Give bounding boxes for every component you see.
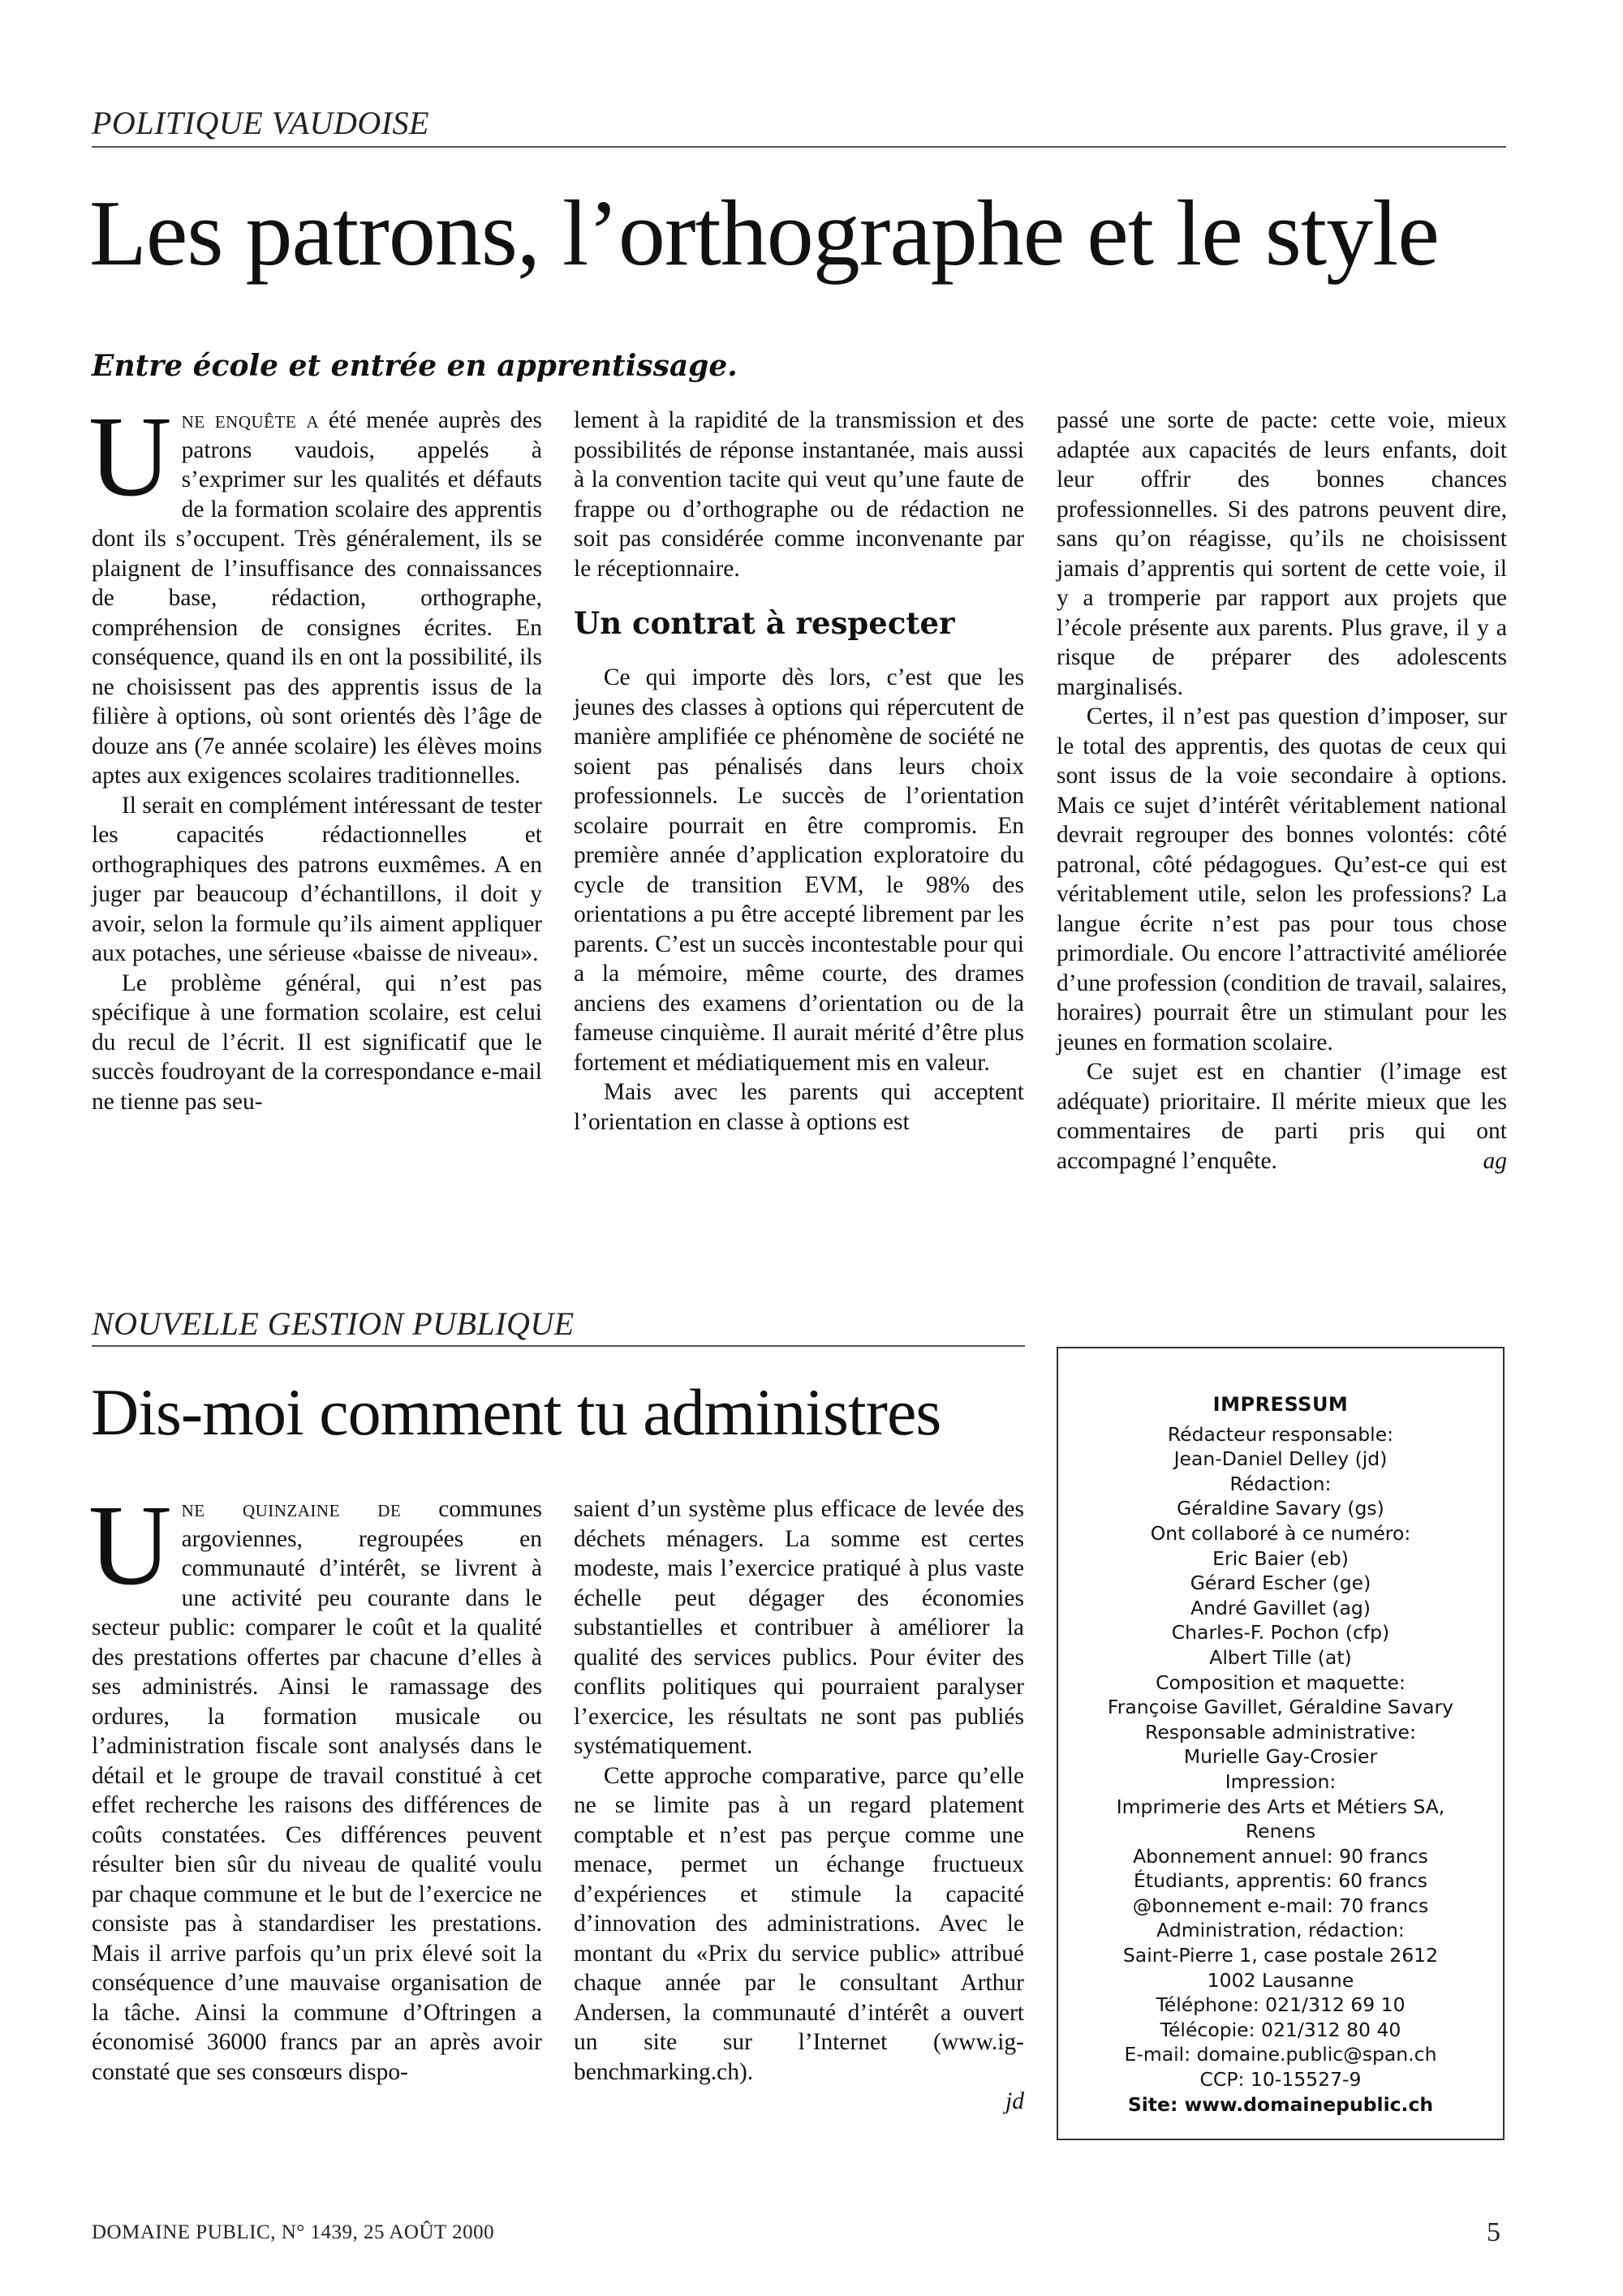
impressum-line: Murielle Gay-Crosier [1183,1745,1378,1769]
impressum-line: E-mail: domaine.public@span.ch [1124,2043,1437,2066]
impressum-line: Saint-Pierre 1, case postale 2612 [1122,1944,1439,1967]
impressum-line: Impression: [1225,1769,1337,1793]
impressum-line: Ont collaboré à ce numéro: [1150,1521,1411,1545]
impressum-line: CCP: 10-15527-9 [1199,2068,1362,2092]
impressum-box [1057,1347,1505,2140]
impressum-line: Rédacteur responsable: [1167,1422,1394,1446]
section-kicker: NOUVELLE GESTION PUBLIQUE [92,1305,575,1342]
impressum-line: 1002 Lausanne [1207,1968,1354,1992]
impressum-line: Rédaction: [1229,1472,1332,1495]
impressum-line: @bonnement e-mail: 70 francs [1132,1894,1429,1917]
paragraph: Le problème général, qui n’est pas spécifique à une formation scolaire, est celui du recul de l’écrit. Il est significatif que le succès foudroyant de la correspondance e-mail ne tienne pas seu- [92,970,542,1115]
impressum-line: Téléphone: 021/312 69 10 [1156,1993,1406,2017]
impressum-line: Françoise Gavillet, Géraldine Savary [1107,1696,1454,1719]
impressum-line: Géraldine Savary (gs) [1177,1497,1384,1520]
page-number: 5 [1487,2217,1500,2247]
impressum-line: Imprimerie des Arts et Métiers SA, [1116,1795,1445,1818]
paragraph: lement à la rapidité de la transmission et des possibilités de réponse instantanée, mais aussi à la convention tacite qui veut qu’une faute de frappe ou d’orthographe ou de rédaction ne soit pas considérée comme inconvenante par le réceptionnaire. [574,407,1024,582]
paragraph-text: Ce sujet est en chantier (l’image est adéquate) prioritaire. Il mérite mieux que les commentaires de parti pris qui ont accompagné l’enquête. [1057,1059,1507,1174]
article-column-1 [88,1481,542,2087]
impressum-line: Eric Baier (eb) [1212,1546,1349,1570]
author-signature: jd [1005,2088,1024,2114]
article-subhead: Un contrat à respecter [574,605,955,641]
footer-publication: DOMAINE PUBLIC, N° 1439, 25 AOÛT 2000 [92,2221,495,2243]
paragraph: Cette approche comparative, parce qu’elle ne se limite pas à un regard platement comptable et n’est pas perçue comme une menace, permet un échange fructueux d’expériences et stimule la capacité d’innovation des administrations. Avec le montant du «Prix du service public» attribué chaque année par le consultant Arthur Andersen, la communauté d’intérêt a ouvert un site sur l’Internet (www.ig-benchmarking.ch). [574,1762,1024,2085]
impressum-line: Abonnement annuel: 90 francs [1133,1844,1428,1868]
impressum-line: Albert Tille (at) [1209,1645,1352,1669]
impressum-line: Étudiants, apprentis: 60 francs [1134,1869,1427,1893]
article-headline: Les patrons, l’orthographe et le style [89,182,1439,286]
impressum-line: Administration, rédaction: [1156,1919,1405,1942]
article-column-2 [574,1494,1024,2117]
author-signature: ag [1483,1147,1507,1174]
article-column-3 [1057,406,1507,1176]
impressum-title: IMPRESSUM [1212,1393,1349,1416]
paragraph [1057,1057,1507,1176]
paragraph: Ce qui importe dès lors, c’est que les jeunes des classes à options qui répercutent de manière amplifiée ce phénomène de société ne soient pas pénalisés dans leurs choix professionnels. Le succès de l’orientation scolaire pourrait en être compromis. En première année d’application exploratoire du cycle de transition EVM, le 98% des orientations a pu être accepté librement par les parents. C’est un succès incontestable pour qui a la mémoire, même courte, des drames anciens des examens d’orientation ou de la fameuse cinquième. Il aurait mérité d’être plus fortement et médiatiquement mis en valeur. [574,664,1024,1076]
impressum-line: Charles-F. Pochon (cfp) [1171,1621,1390,1645]
paragraph: passé une sorte de pacte: cette voie, mieux adaptée aux capacités de leurs enfants, doit leur offrir des bonnes chances professionnelles. Si des patrons peuvent dire, sans qu’on réagisse, qu’ils ne choisissent jamais d’apprentis qui sortent de cette voie, il y a tromperie par rapport aux projets que l’école présente aux parents. Plus grave, il y a risque de préparer des adolescents marginalisés. [1057,407,1507,700]
paragraph: Certes, il n’est pas question d’imposer, sur le total des apprentis, des quotas de ceux qui sont issus de la voie secondaire à options. Mais ce sujet d’intérêt véritablement national devrait regrouper des bonnes volontés: côté patronal, côté pédagogues. Qu’est-ce qui est véritablement utile, selon les professions? La langue écrite n’est pas pour tous chose primordiale. Ou encore l’attractivité améliorée d’une profession (condition de travail, salaires, horaires) pourrait être un stimulant pour les jeunes en formation scolaire. [1057,703,1507,1056]
impressum-line: Responsable administrative: [1145,1720,1416,1743]
paragraph-text: été menée auprès des patrons vaudois, appelés à s’exprimer sur les qualités et défauts de la formation scolaire des apprentis dont ils s’occupent. Très généralement, ils se plaignent de l’insuffisance des connaissances de base, rédaction, orthographe, compréhension de consignes écrites. En conséquence, quand ils en ont la possibilité, ils ne choisissent pas des apprentis issus de la filière à options, où sont orientés dès l’âge de douze ans (7e année scolaire) les élèves moins aptes aux exigences scolaires traditionnelles. [92,407,542,789]
paragraph: Mais avec les parents qui acceptent l’orientation en classe à options est [574,1079,1024,1135]
article-column-1 [88,392,542,1116]
impressum-lines [1058,1422,1503,2092]
kicker-rule [92,1345,1025,1347]
paragraph [88,1481,542,2087]
article-column-2 [574,406,1024,1137]
paragraph: saient d’un système plus efficace de levée des déchets ménagers. La somme est certes modeste, mais l’exercice pratiqué à plus vaste échelle peut dégager des économies substantielles et contribuer à améliorer la qualité des services publics. Pour éviter des conflits politiques qui pourraient paralyser l’exercice, les résultats ne sont pas publiés systématiquement. [574,1496,1024,1759]
drop-cap: U [88,1481,172,1609]
impressum-line: Composition et maquette: [1156,1670,1406,1694]
impressum-site: Site: www.domainepublic.ch [1127,2092,1434,2116]
paragraph [88,392,542,791]
impressum-line: Jean-Daniel Delley (jd) [1173,1447,1388,1471]
drop-cap: U [88,392,172,520]
lead-smallcaps: ne enquête a [181,407,320,433]
impressum-line: Télécopie: 021/312 80 40 [1160,2018,1401,2041]
article-headline: Dis-moi comment tu administres [91,1375,941,1449]
section-kicker: POLITIQUE VAUDOISE [92,105,429,141]
kicker-rule [92,146,1506,148]
paragraph: Il serait en complément intéressant de tester les capacités rédactionnelles et orthographiques des patrons euxmêmes. A en juger par beaucoup d’échantillons, il doit y avoir, selon la formule qu’ils aiment appliquer aux potaches, une sérieuse «baisse de niveau». [92,792,542,966]
lead-smallcaps: ne quinzaine de [181,1496,402,1522]
impressum-line: André Gavillet (ag) [1190,1596,1371,1619]
impressum-line: Renens [1245,1820,1316,1843]
article-chapeau: Entre école et entrée en apprentissage. [92,349,738,383]
paragraph-text: communes argoviennes, regroupées en communauté d’intérêt, se livrent à une activité peu courante dans le secteur public: comparer le coût et la qualité des prestations offertes par chacune d’elles à ses administrés. Ainsi le ramassage des ordures, la formation musicale ou l’administration fiscale sont analysés dans le détail et le groupe de travail constitué à cet effet recherche les raisons des différences de coûts constatées. Ces différences peuvent résulter bien sûr du niveau de qualité voulu par chaque commune et le but de l’exercice ne consiste pas à standardiser les prestations. Mais il arrive parfois qu’un prix élevé soit la conséquence d’une mauvaise organisation de la tâche. Ainsi la commune d’Oftringen a économisé 36000 francs par an après avoir constaté que ses consœurs dispo- [92,1496,542,2085]
impressum-line: Gérard Escher (ge) [1190,1572,1371,1595]
